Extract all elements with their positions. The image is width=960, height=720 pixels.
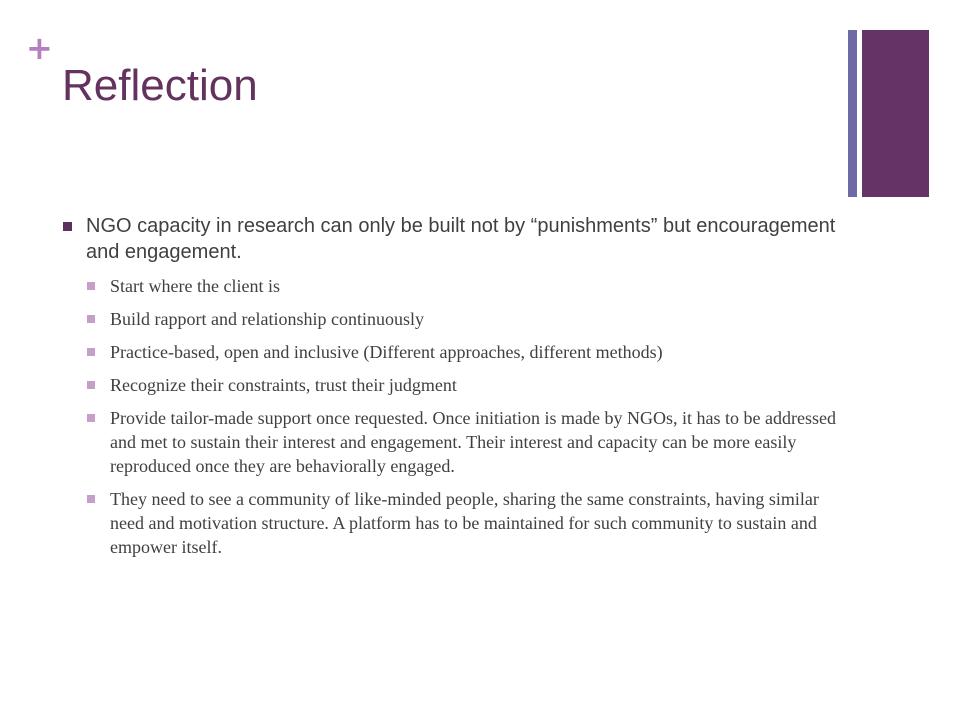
sub-bullet-text: Build rapport and relationship continuously — [110, 309, 424, 329]
sub-bullet — [86, 406, 848, 478]
square-bullet-icon — [87, 282, 95, 290]
bullet-text: NGO capacity in research can only be built not by “punishments” but encouragement and engagement. — [86, 215, 836, 263]
square-bullet-icon — [87, 348, 95, 356]
plus-icon: + — [26, 29, 53, 67]
sub-bullet-text: Practice-based, open and inclusive (Different approaches, different methods) — [110, 342, 663, 362]
sub-bullet — [86, 274, 848, 298]
sub-bullet-text: Recognize their constraints, trust their judgment — [110, 375, 457, 395]
sub-bullet — [86, 487, 848, 559]
decorative-bar-wide — [862, 30, 929, 197]
bullet-level1 — [62, 213, 848, 265]
sub-bullet-text: Start where the client is — [110, 276, 280, 296]
square-bullet-icon — [87, 315, 95, 323]
sub-bullet — [86, 307, 848, 331]
sub-bullet-text: Provide tailor-made support once requested. Once initiation is made by NGOs, it has to be addressed and met to sustain their interest and engagement. Their interest and capacity can be more easily reproduced once they are behaviorally engaged. — [110, 408, 836, 476]
square-bullet-icon — [87, 495, 95, 503]
sub-bullet-text: They need to see a community of like-minded people, sharing the same constraints, having similar need and motivation structure. A platform has to be maintained for such community to sustain and empower itself. — [110, 489, 819, 557]
slide-body — [62, 213, 848, 568]
decorative-bar-thin — [848, 30, 857, 197]
sub-bullet-list — [62, 274, 848, 559]
square-bullet-icon — [87, 381, 95, 389]
square-bullet-icon — [87, 414, 95, 422]
slide-title: Reflection — [62, 61, 258, 110]
sub-bullet — [86, 373, 848, 397]
square-bullet-icon — [63, 222, 72, 231]
sub-bullet — [86, 340, 848, 364]
